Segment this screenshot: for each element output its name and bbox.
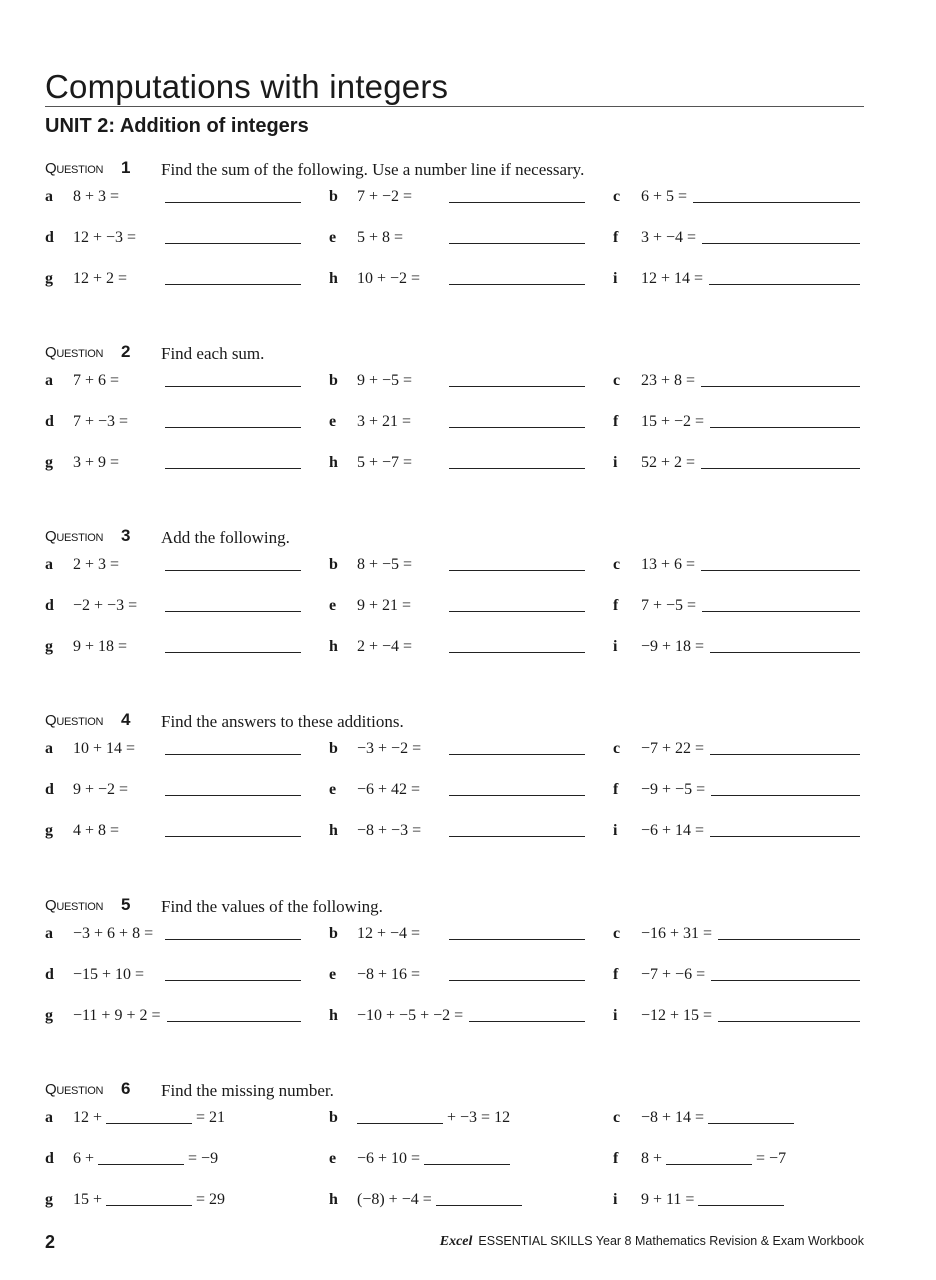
item-letter: f xyxy=(613,966,619,983)
item-expression: 3 + 9 = xyxy=(73,454,120,471)
item-letter: h xyxy=(329,822,338,839)
answer-line[interactable] xyxy=(710,836,860,837)
answer-blank[interactable] xyxy=(106,1123,192,1124)
item-expression: −6 + 42 = xyxy=(357,781,421,798)
item-expression-suffix: = 29 xyxy=(196,1191,226,1208)
question-instruction: Find the missing number. xyxy=(161,1081,334,1100)
answer-blank[interactable] xyxy=(424,1164,510,1165)
question-label-initial: Q xyxy=(45,897,57,914)
answer-line[interactable] xyxy=(449,980,585,981)
answer-line[interactable] xyxy=(710,652,860,653)
answer-line[interactable] xyxy=(449,652,585,653)
question-item xyxy=(613,1191,860,1215)
answer-line[interactable] xyxy=(701,468,860,469)
answer-line[interactable] xyxy=(701,570,860,571)
question-item xyxy=(45,925,301,949)
answer-blank[interactable] xyxy=(357,1123,443,1124)
item-letter: b xyxy=(329,1109,338,1126)
question-item xyxy=(613,188,860,212)
answer-line[interactable] xyxy=(701,386,860,387)
item-expression-prefix: −8 + 14 = xyxy=(641,1109,705,1126)
question-item xyxy=(45,556,301,580)
answer-line[interactable] xyxy=(718,939,860,940)
item-expression: −3 + 6 + 8 = xyxy=(73,925,154,942)
item-letter: h xyxy=(329,638,338,655)
item-letter: g xyxy=(45,454,53,471)
question-item xyxy=(613,1150,860,1174)
question-item xyxy=(45,1109,301,1133)
item-letter: h xyxy=(329,270,338,287)
item-expression: −16 + 31 = xyxy=(641,925,713,942)
question-item xyxy=(613,597,860,621)
item-letter: d xyxy=(45,781,54,798)
question-item xyxy=(329,372,585,396)
question-label-rest: uestion xyxy=(56,1081,104,1098)
item-letter: f xyxy=(613,781,619,798)
item-expression: −2 + −3 = xyxy=(73,597,138,614)
item-expression: −3 + −2 = xyxy=(357,740,422,757)
item-letter: e xyxy=(329,1150,337,1167)
item-letter: f xyxy=(613,413,619,430)
question-number: 1 xyxy=(121,158,131,177)
question-item xyxy=(45,781,301,805)
item-expression-prefix: 15 + xyxy=(73,1191,103,1208)
question-label-rest: uestion xyxy=(56,528,104,545)
question-label xyxy=(45,712,103,729)
answer-line[interactable] xyxy=(711,795,860,796)
item-expression-prefix: −6 + 10 = xyxy=(357,1150,421,1167)
item-expression-suffix: = −7 xyxy=(756,1150,787,1167)
answer-line[interactable] xyxy=(449,939,585,940)
question-item xyxy=(45,822,301,846)
answer-line[interactable] xyxy=(710,754,860,755)
item-expression: 5 + 8 = xyxy=(357,229,404,246)
item-letter: g xyxy=(45,270,53,287)
item-expression: −9 + −5 = xyxy=(641,781,706,798)
item-expression: 23 + 8 = xyxy=(641,372,696,389)
item-expression-prefix: 8 + xyxy=(641,1150,663,1167)
item-letter: a xyxy=(45,925,53,942)
item-expression: −10 + −5 + −2 = xyxy=(357,1007,464,1024)
question-item xyxy=(45,454,301,478)
question-number: 6 xyxy=(121,1079,131,1098)
question-item xyxy=(45,966,301,990)
question-item xyxy=(45,413,301,437)
page-title: Computations with integers xyxy=(45,68,449,105)
item-letter: d xyxy=(45,413,54,430)
question-label xyxy=(45,897,103,914)
item-expression: 7 + −2 = xyxy=(357,188,413,205)
question-item xyxy=(613,966,860,990)
question-item xyxy=(329,1007,585,1031)
item-expression: −8 + 16 = xyxy=(357,966,421,983)
footer-title: ESSENTIAL SKILLS Year 8 Mathematics Revision & Exam Workbook xyxy=(478,1234,864,1248)
item-expression: 12 + 14 = xyxy=(641,270,704,287)
answer-line[interactable] xyxy=(693,202,860,203)
item-expression: 10 + −2 = xyxy=(357,270,421,287)
item-expression: −15 + 10 = xyxy=(73,966,145,983)
question-item xyxy=(613,270,860,294)
item-letter: g xyxy=(45,1191,53,1208)
question-item xyxy=(329,1150,585,1174)
item-letter: i xyxy=(613,1191,618,1208)
item-letter: b xyxy=(329,925,338,942)
item-expression: 13 + 6 = xyxy=(641,556,696,573)
answer-line[interactable] xyxy=(165,611,301,612)
item-expression: 8 + 3 = xyxy=(73,188,120,205)
answer-line[interactable] xyxy=(165,652,301,653)
item-letter: e xyxy=(329,413,337,430)
item-expression: 2 + 3 = xyxy=(73,556,120,573)
question-instruction: Find the sum of the following. Use a number line if necessary. xyxy=(161,160,585,179)
question-number: 5 xyxy=(121,895,131,914)
question-item xyxy=(329,740,585,764)
item-letter: e xyxy=(329,781,337,798)
answer-blank[interactable] xyxy=(666,1164,752,1165)
question-item xyxy=(329,925,585,949)
item-expression-suffix: = 21 xyxy=(196,1109,226,1126)
answer-line[interactable] xyxy=(165,202,301,203)
question-item xyxy=(329,638,585,662)
answer-line[interactable] xyxy=(165,939,301,940)
answer-line[interactable] xyxy=(449,386,585,387)
question-label-initial: Q xyxy=(45,528,57,545)
item-expression: −7 + 22 = xyxy=(641,740,705,757)
answer-line[interactable] xyxy=(165,427,301,428)
answer-line[interactable] xyxy=(709,284,860,285)
question-label xyxy=(45,528,103,545)
item-expression: −12 + 15 = xyxy=(641,1007,713,1024)
question-item xyxy=(329,413,585,437)
question-item xyxy=(613,413,860,437)
item-expression: 9 + 18 = xyxy=(73,638,128,655)
question-header xyxy=(45,1081,865,1103)
question-item xyxy=(613,822,860,846)
question-item xyxy=(329,556,585,580)
question-header xyxy=(45,160,865,182)
question-item xyxy=(613,454,860,478)
question-label-initial: Q xyxy=(45,344,57,361)
answer-line[interactable] xyxy=(449,468,585,469)
question-item xyxy=(613,925,860,949)
question-number: 3 xyxy=(121,526,131,545)
item-expression: −11 + 9 + 2 = xyxy=(73,1007,161,1024)
answer-line[interactable] xyxy=(711,980,860,981)
question-header xyxy=(45,344,865,366)
question-item xyxy=(329,270,585,294)
item-letter: e xyxy=(329,966,337,983)
item-expression: 12 + 2 = xyxy=(73,270,128,287)
item-letter: d xyxy=(45,229,54,246)
item-letter: b xyxy=(329,740,338,757)
answer-line[interactable] xyxy=(449,243,585,244)
question-instruction: Find the answers to these additions. xyxy=(161,712,404,731)
unit-title: UNIT 2: Addition of integers xyxy=(45,115,309,137)
question-item xyxy=(45,1150,301,1174)
answer-blank[interactable] xyxy=(98,1164,184,1165)
answer-line[interactable] xyxy=(449,202,585,203)
question-label-initial: Q xyxy=(45,712,57,729)
item-letter: i xyxy=(613,638,618,655)
item-expression: 15 + −2 = xyxy=(641,413,705,430)
item-letter: h xyxy=(329,1191,338,1208)
question-label-rest: uestion xyxy=(56,712,104,729)
answer-line[interactable] xyxy=(449,836,585,837)
question-label xyxy=(45,344,103,361)
item-letter: c xyxy=(613,372,621,389)
item-letter: i xyxy=(613,1007,618,1024)
question-item xyxy=(45,740,301,764)
question-item xyxy=(613,229,860,253)
title-divider xyxy=(45,106,864,107)
answer-line[interactable] xyxy=(165,795,301,796)
item-expression: 4 + 8 = xyxy=(73,822,120,839)
question-item xyxy=(329,822,585,846)
question-item xyxy=(613,372,860,396)
question-item xyxy=(329,229,585,253)
item-letter: a xyxy=(45,740,53,757)
question-item xyxy=(329,1191,585,1215)
item-letter: e xyxy=(329,597,337,614)
item-letter: e xyxy=(329,229,337,246)
item-letter: d xyxy=(45,1150,54,1167)
item-letter: g xyxy=(45,1007,53,1024)
item-letter: d xyxy=(45,597,54,614)
item-letter: c xyxy=(613,556,621,573)
answer-line[interactable] xyxy=(449,795,585,796)
answer-line[interactable] xyxy=(702,611,860,612)
item-expression: 12 + −4 = xyxy=(357,925,421,942)
footer xyxy=(440,1234,864,1250)
item-letter: d xyxy=(45,966,54,983)
item-expression: 7 + −5 = xyxy=(641,597,697,614)
item-letter: b xyxy=(329,556,338,573)
answer-line[interactable] xyxy=(165,570,301,571)
answer-blank[interactable] xyxy=(436,1205,522,1206)
item-expression: 8 + −5 = xyxy=(357,556,413,573)
item-letter: c xyxy=(613,740,621,757)
question-item xyxy=(613,1007,860,1031)
answer-blank[interactable] xyxy=(106,1205,192,1206)
question-item xyxy=(329,597,585,621)
question-item xyxy=(45,188,301,212)
item-letter: a xyxy=(45,556,53,573)
question-label-initial: Q xyxy=(45,160,57,177)
answer-line[interactable] xyxy=(167,1021,302,1022)
item-expression: 9 + −5 = xyxy=(357,372,413,389)
item-expression-prefix: (−8) + −4 = xyxy=(357,1191,432,1208)
item-expression: 12 + −3 = xyxy=(73,229,137,246)
item-letter: g xyxy=(45,822,53,839)
answer-blank[interactable] xyxy=(698,1205,784,1206)
item-expression: 10 + 14 = xyxy=(73,740,136,757)
question-item xyxy=(329,781,585,805)
question-label-rest: uestion xyxy=(56,897,104,914)
question-item xyxy=(329,1109,585,1133)
question-instruction: Find each sum. xyxy=(161,344,265,363)
question-label-rest: uestion xyxy=(56,160,104,177)
item-expression: 3 + 21 = xyxy=(357,413,412,430)
question-item xyxy=(329,966,585,990)
item-letter: c xyxy=(613,188,621,205)
answer-line[interactable] xyxy=(165,754,301,755)
answer-line[interactable] xyxy=(165,468,301,469)
item-expression: 2 + −4 = xyxy=(357,638,413,655)
item-expression: 7 + −3 = xyxy=(73,413,129,430)
item-expression: 6 + 5 = xyxy=(641,188,688,205)
question-item xyxy=(329,454,585,478)
footer-brand: Excel xyxy=(439,1234,473,1249)
question-header xyxy=(45,712,865,734)
page-number: 2 xyxy=(45,1232,56,1252)
question-item xyxy=(45,372,301,396)
item-letter: h xyxy=(329,454,338,471)
item-expression: 9 + 21 = xyxy=(357,597,412,614)
item-letter: c xyxy=(613,925,621,942)
item-expression: 7 + 6 = xyxy=(73,372,120,389)
answer-line[interactable] xyxy=(469,1021,585,1022)
answer-line[interactable] xyxy=(449,284,585,285)
answer-line[interactable] xyxy=(165,386,301,387)
question-item xyxy=(329,188,585,212)
item-letter: f xyxy=(613,597,619,614)
item-expression: −6 + 14 = xyxy=(641,822,705,839)
item-letter: c xyxy=(613,1109,621,1126)
question-item xyxy=(45,638,301,662)
item-expression: 52 + 2 = xyxy=(641,454,696,471)
question-number: 2 xyxy=(121,342,131,361)
item-expression: −7 + −6 = xyxy=(641,966,706,983)
question-item xyxy=(45,229,301,253)
question-number: 4 xyxy=(121,710,131,729)
item-expression: 5 + −7 = xyxy=(357,454,413,471)
item-expression: 9 + −2 = xyxy=(73,781,129,798)
question-item xyxy=(45,1191,301,1215)
item-expression-suffix: + −3 = 12 xyxy=(447,1109,511,1126)
item-letter: b xyxy=(329,188,338,205)
question-item xyxy=(613,556,860,580)
question-label xyxy=(45,1081,103,1098)
answer-line[interactable] xyxy=(165,243,301,244)
question-instruction: Find the values of the following. xyxy=(161,897,383,916)
item-letter: i xyxy=(613,454,618,471)
answer-line[interactable] xyxy=(449,427,585,428)
item-letter: a xyxy=(45,372,53,389)
question-item xyxy=(613,781,860,805)
item-letter: g xyxy=(45,638,53,655)
answer-line[interactable] xyxy=(165,284,301,285)
answer-line[interactable] xyxy=(718,1021,860,1022)
question-label xyxy=(45,160,103,177)
question-header xyxy=(45,528,865,550)
item-letter: i xyxy=(613,822,618,839)
answer-line[interactable] xyxy=(165,836,301,837)
item-letter: i xyxy=(613,270,618,287)
question-item xyxy=(613,740,860,764)
answer-line[interactable] xyxy=(165,980,301,981)
item-letter: f xyxy=(613,1150,619,1167)
question-label-rest: uestion xyxy=(56,344,104,361)
question-item xyxy=(45,270,301,294)
question-header xyxy=(45,897,865,919)
question-item xyxy=(613,638,860,662)
item-letter: f xyxy=(613,229,619,246)
answer-line[interactable] xyxy=(702,243,860,244)
question-instruction: Add the following. xyxy=(161,528,290,547)
item-letter: h xyxy=(329,1007,338,1024)
answer-line[interactable] xyxy=(710,427,860,428)
question-label-initial: Q xyxy=(45,1081,57,1098)
item-expression-prefix: 9 + 11 = xyxy=(641,1191,695,1208)
question-item xyxy=(45,597,301,621)
item-expression-suffix: = −9 xyxy=(188,1150,219,1167)
item-expression-prefix: 12 + xyxy=(73,1109,103,1126)
item-expression: −9 + 18 = xyxy=(641,638,705,655)
answer-blank[interactable] xyxy=(708,1123,794,1124)
item-expression: 3 + −4 = xyxy=(641,229,697,246)
question-item xyxy=(45,1007,301,1031)
item-letter: b xyxy=(329,372,338,389)
item-expression: −8 + −3 = xyxy=(357,822,422,839)
answer-line[interactable] xyxy=(449,754,585,755)
answer-line[interactable] xyxy=(449,611,585,612)
question-item xyxy=(613,1109,860,1133)
answer-line[interactable] xyxy=(449,570,585,571)
item-letter: a xyxy=(45,1109,53,1126)
item-letter: a xyxy=(45,188,53,205)
item-expression-prefix: 6 + xyxy=(73,1150,95,1167)
